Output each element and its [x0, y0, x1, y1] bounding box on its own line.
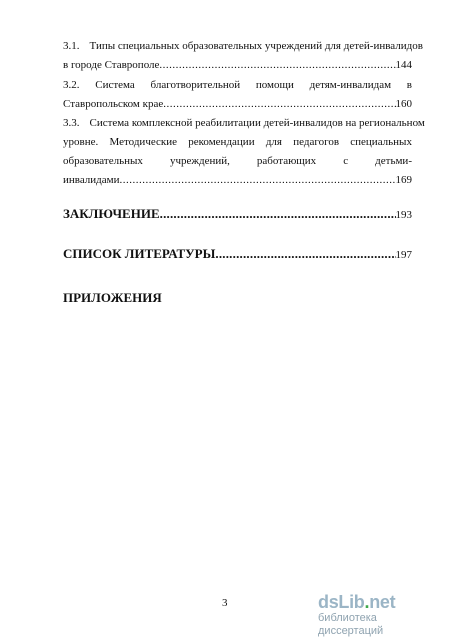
toc-leader-dots: [120, 174, 396, 186]
page-number: 3: [222, 597, 228, 609]
toc-word: детьми-: [375, 155, 412, 167]
toc-entry-3-1-page: 144: [395, 59, 412, 71]
toc-entry-3-2-line2: [63, 98, 412, 117]
toc-entry-references-page: 197: [395, 249, 412, 261]
toc-word: педагогов: [293, 136, 340, 148]
toc-entry-3-3-line1: [63, 117, 425, 136]
toc-word: специальных: [350, 136, 412, 148]
toc-entry-3-3-line2: [63, 136, 412, 155]
toc-word: Система: [95, 79, 135, 91]
toc-leader-dots: [215, 246, 395, 262]
toc-word: детям-инвалидам: [309, 79, 392, 91]
toc-entry-3-1-title-line1: Типы специальных образовательных учреждений для детей-инвалидов: [89, 40, 423, 52]
toc-entry-3-2-title-line2: Ставропольском крае: [63, 98, 164, 110]
watermark-logo-main: dsLib: [318, 592, 365, 612]
toc-entry-3-1-line2: [63, 59, 412, 78]
toc-leader-dots: [159, 59, 395, 71]
toc-entry-3-3-title-line1: Система комплексной реабилитации детей-инвалидов на региональном: [89, 117, 425, 129]
toc-entry-3-3-line3: [63, 155, 412, 174]
toc-entry-references-line: [63, 246, 412, 265]
toc-word: уровне.: [63, 136, 99, 148]
watermark-logo: [318, 593, 444, 611]
watermark-subtitle: библиотека диссертаций: [318, 612, 384, 637]
toc-entry-conclusion[interactable]: [63, 206, 412, 225]
toc-word: Методические: [109, 136, 177, 148]
toc-entry-conclusion-page: 193: [395, 209, 412, 221]
toc-entry-3-1-title-line2: в городе Ставрополе: [63, 59, 160, 71]
toc-entry-3-3-title-line4: инвалидами: [63, 174, 120, 186]
toc-entry-3-2-line1: [63, 79, 412, 98]
toc-entry-3-2-page: 160: [395, 98, 412, 110]
watermark-logo-tld: net: [369, 592, 396, 612]
toc-word: работающих: [256, 155, 317, 167]
toc-entry-3-1-line1: [63, 40, 423, 59]
toc-entry-3-1-number: 3.1.: [63, 40, 80, 52]
toc-leader-dots: [160, 206, 396, 222]
toc-entry-3-1[interactable]: [63, 40, 423, 78]
toc-word: учреждений,: [169, 155, 230, 167]
toc-entry-3-3-page: 169: [395, 174, 412, 186]
toc-word: для: [265, 136, 282, 148]
toc-leader-dots: [163, 98, 395, 110]
toc-entry-conclusion-label: ЗАКЛЮЧЕНИЕ: [63, 206, 160, 221]
toc-entry-3-3-number: 3.3.: [63, 117, 80, 129]
toc-entry-references-label: СПИСОК ЛИТЕРАТУРЫ: [63, 246, 216, 261]
watermark-logo-dot: .: [364, 592, 370, 612]
toc-entry-appendix[interactable]: [63, 290, 412, 309]
toc-word: благотворительной: [150, 79, 241, 91]
toc-entry-conclusion-line: [63, 206, 412, 225]
toc-entry-3-2[interactable]: [63, 79, 412, 117]
toc-entry-3-2-number: 3.2.: [63, 79, 80, 91]
toc-word: образовательных: [63, 155, 143, 167]
toc-entry-appendix-line: [63, 290, 412, 309]
watermark: [318, 593, 444, 638]
toc-word: с: [343, 155, 349, 167]
toc-entry-references[interactable]: [63, 246, 412, 265]
toc-word: рекомендации: [188, 136, 255, 148]
toc-entry-3-3-line4: [63, 174, 412, 193]
toc-word: в: [406, 79, 412, 91]
toc-word: помощи: [255, 79, 294, 91]
toc-entry-3-3[interactable]: [63, 117, 425, 193]
toc-entry-appendix-label: ПРИЛОЖЕНИЯ: [63, 290, 162, 305]
